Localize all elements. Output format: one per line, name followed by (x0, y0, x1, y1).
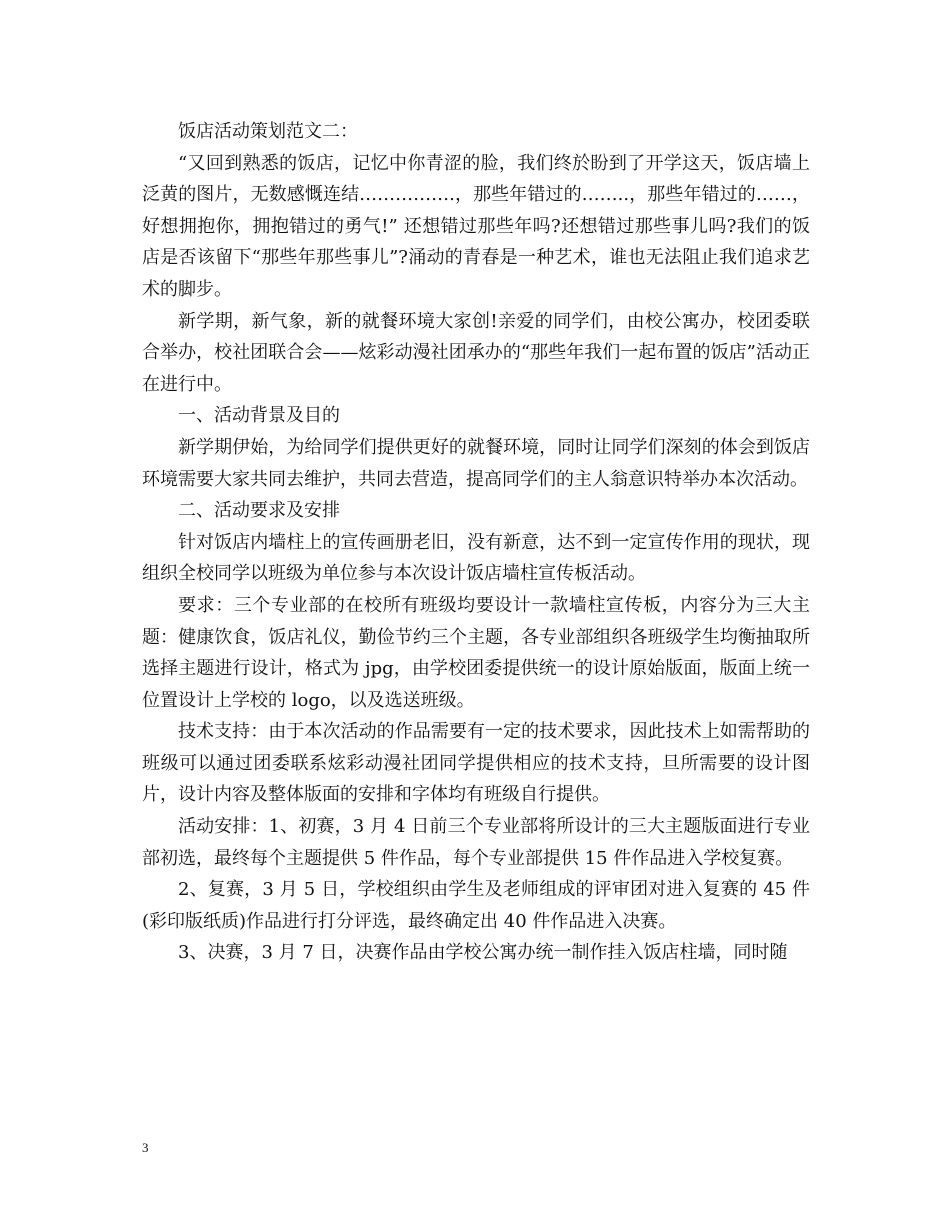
section-title: 饭店活动策划范文二： (178, 121, 358, 142)
page-number: 3 (142, 1140, 149, 1155)
paragraph: 针对饭店内墙柱上的宣传画册老旧，没有新意，达不到一定宣传作用的现状，现组织全校同学以班级为单位参与本次设计饭店墙柱宣传板活动。 (142, 531, 810, 585)
paragraph: 新学期伊始，为给同学们提供更好的就餐环境，同时让同学们深刻的体会到饭店环境需要大家共同去维护，共同去营造，提高同学们的主人翁意识特举办本次活动。 (142, 436, 810, 490)
paragraph: 技术支持：由于本次活动的作品需要有一定的技术要求，因此技术上如需帮助的班级可以通过团委联系炫彩动漫社团同学提供相应的技术支持，旦所需要的设计图片，设计内容及整体版面的安排和字体均有班级自行提供。 (142, 721, 810, 806)
paragraph: 3、决赛，3 月 7 日，决赛作品由学校公寓办统一制作挂入饭店柱墙，同时随 (178, 942, 788, 964)
paragraph: 要求：三个专业部的在校所有班级均要设计一款墙柱宣传板，内容分为三大主题：健康饮食，饭店礼仪，勤俭节约三个主题，各专业部组织各班级学生均衡抽取所选择主题进行设计，格式为 jpg，由学校团委提供统一的设计原始版面，版面上统一位置设计上学校的 logo，以及选送班级。 (142, 594, 810, 711)
document-body (142, 116, 810, 969)
paragraph: 活动安排：1、初赛，3 月 4 日前三个专业部将所设计的三大主题版面进行专业部初选，最终每个主题提供 5 件作品，每个专业部提供 15 件作品进入学校复赛。 (142, 816, 810, 869)
paragraph: 新学期，新气象，新的就餐环境大家创!亲爱的同学们，由校公寓办，校团委联合举办，校社团联合会——炫彩动漫社团承办的“那些年我们一起布置的饭店”活动正在进行中。 (142, 310, 810, 395)
section-heading: 一、活动背景及目的 (178, 405, 340, 427)
section-heading: 二、活动要求及安排 (178, 500, 340, 522)
paragraph: “又回到熟悉的饭店，记忆中你青涩的脸，我们终於盼到了开学这天，饭店墙上泛黄的图片，无数感慨连结…………….，那些年错过的……..，那些年错过的……，好想拥抱你，拥抱错过的勇气!” 还想错过那些年吗?还想错过那些事儿吗?我们的饭店是否该留下“那些年那些事儿”?涌动的青春是一种艺术，谁也无法阻止我们追求艺术的脚步。 (142, 152, 810, 300)
paragraph: 2、复赛，3 月 5 日，学校组织由学生及老师组成的评审团对进入复赛的 45 件(彩印版纸质)作品进行打分评选，最终确定出 40 件作品进入决赛。 (142, 879, 810, 932)
